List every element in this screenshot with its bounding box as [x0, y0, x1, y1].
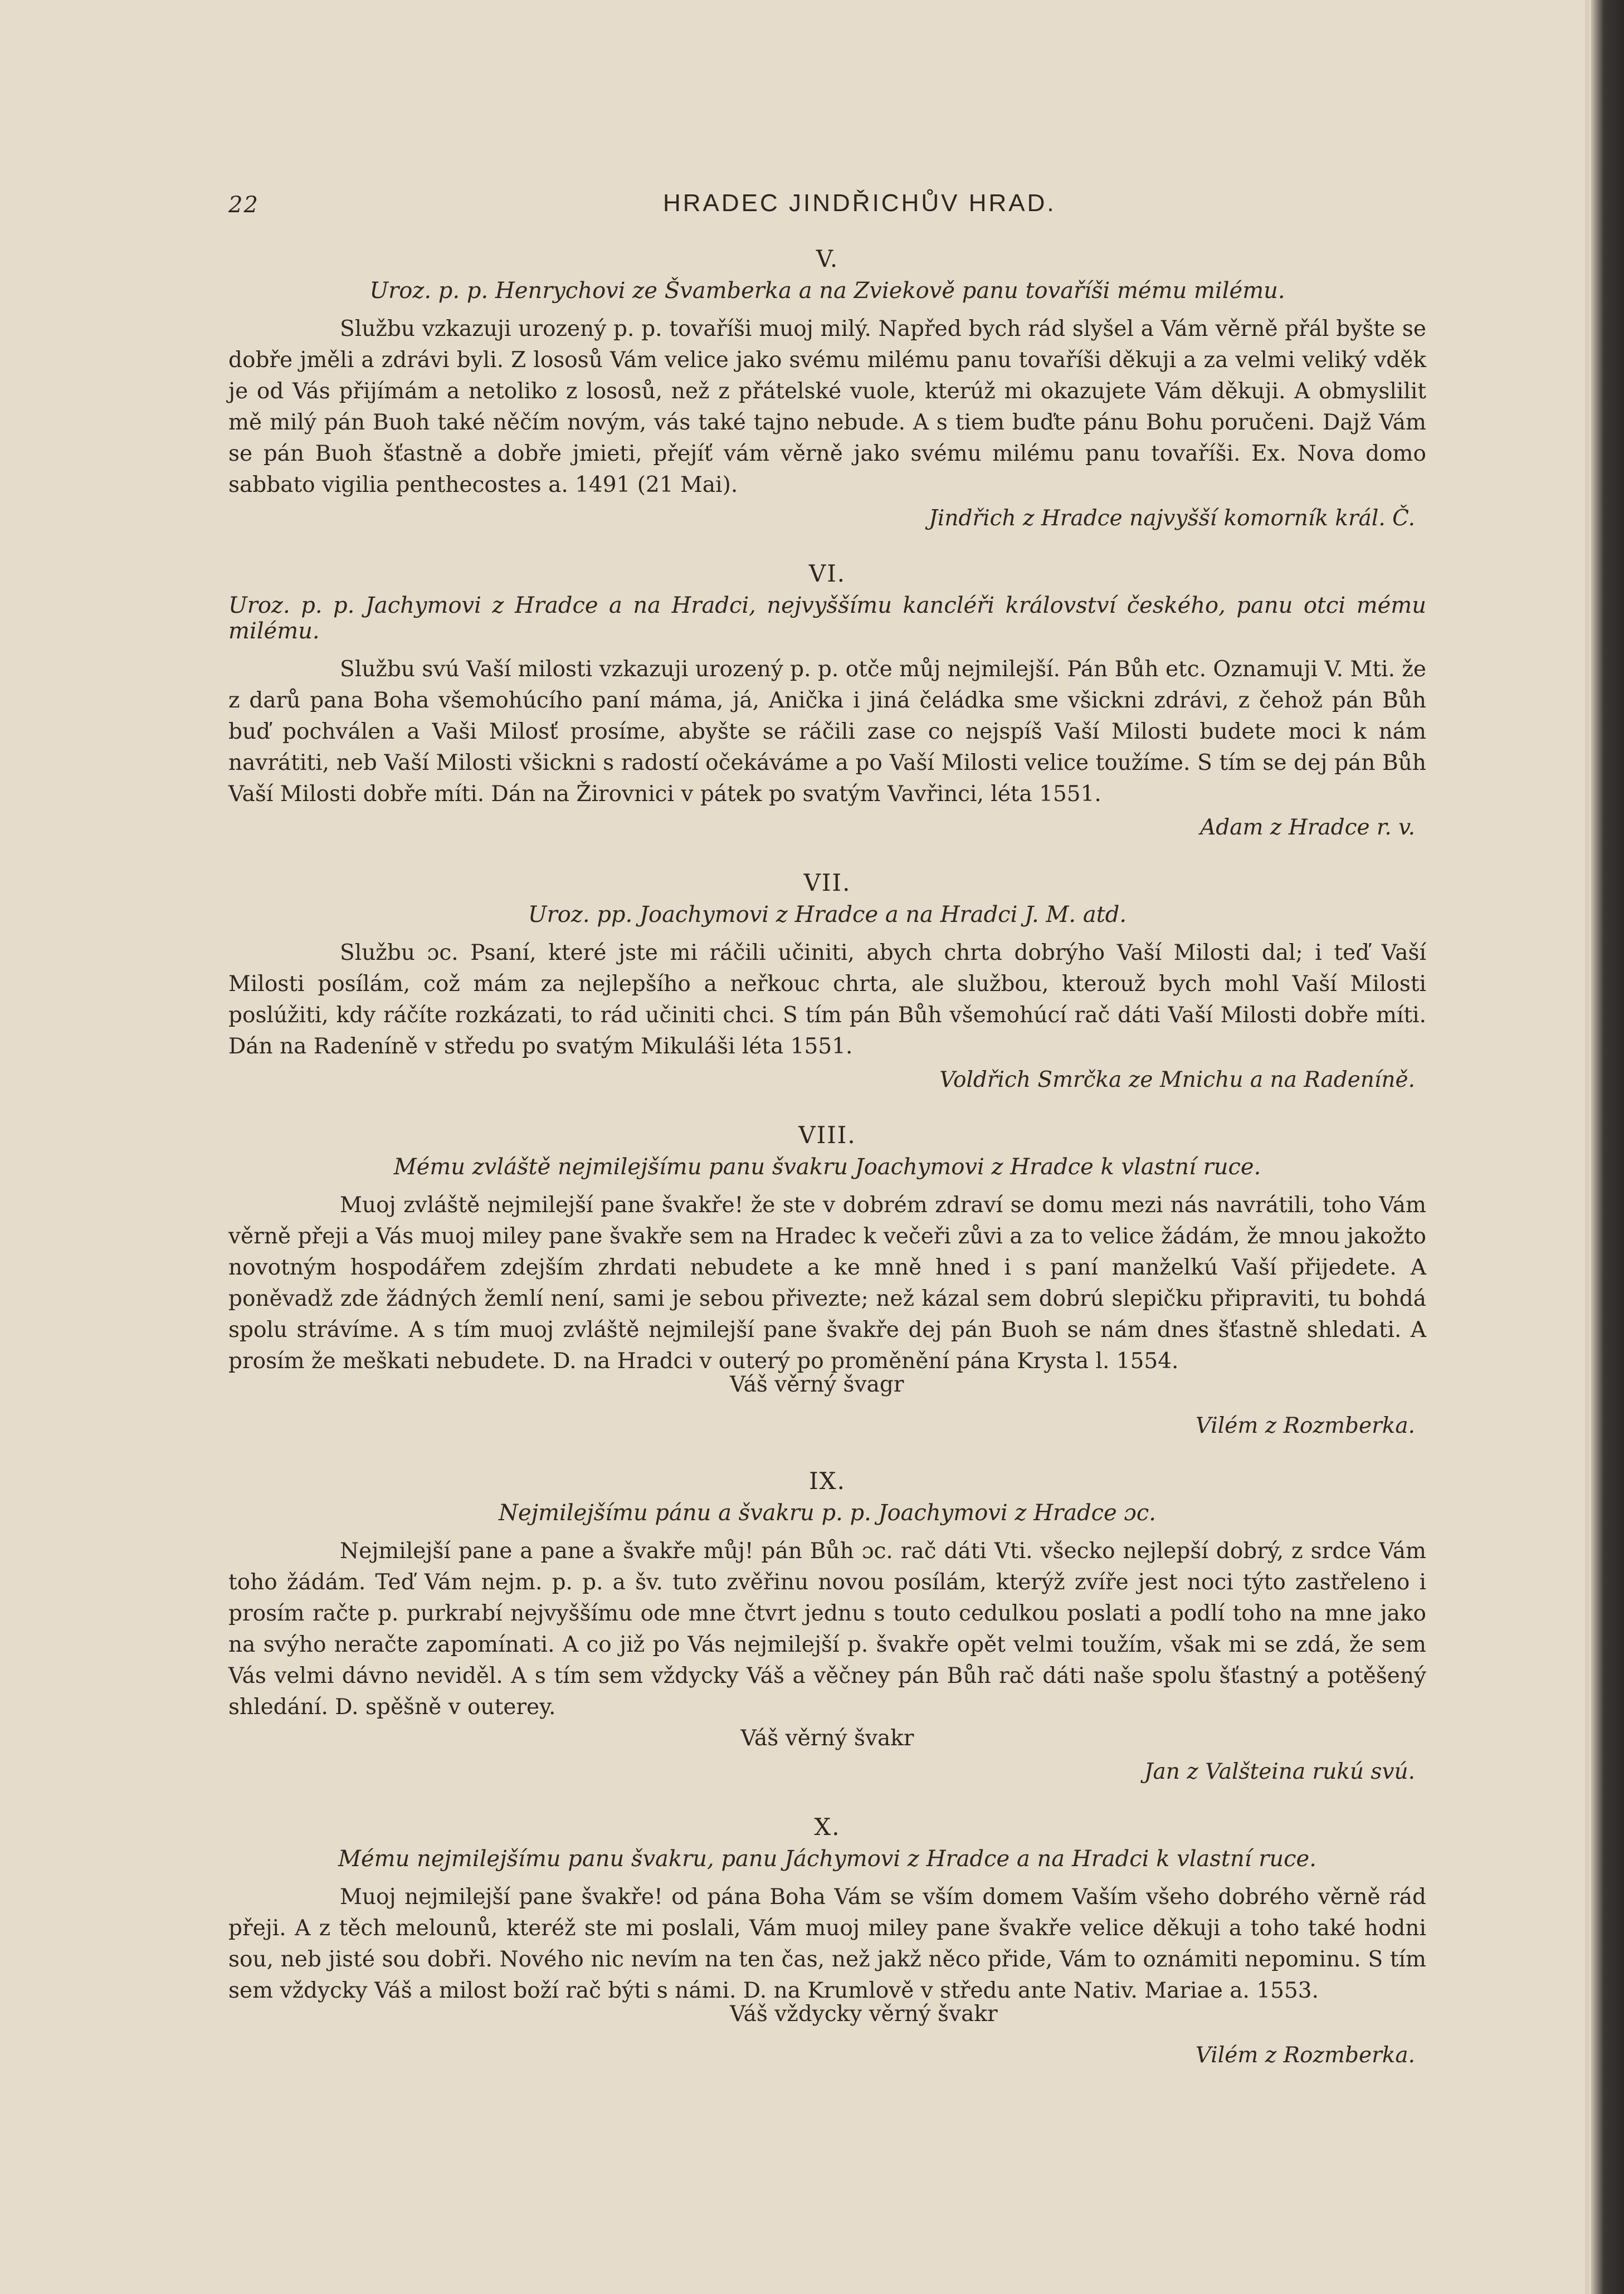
letter-number: VIII.: [798, 1121, 856, 1149]
letter-v: [228, 245, 1426, 535]
letter-signature: Jindřich z Hradce najvyšší komorník král. Č.: [929, 506, 1415, 531]
letter-body: Nejmilejší pane a pane a švakře můj! pán Bůh ɔc. rač dáti Vti. všecko nejlepší dobrý, z srdce Vám toho žádám. Teď Vám nejm. p. p. a šv. tuto zvěřinu novou posílám, kterýž zvíře jest noci týto zastřeleno i prosím račte p. purkrabí nejvyššímu ode mne čtvrt jednu s touto cedulkou poslati a podlí toho na mne jako na svýho neračte zapomínati. A co již po Vás nejmilejší p. švakře opět velmi toužím, však mi se zdá, že sem Vás velmi dávno neviděl. A s tím sem vždycky Váš a věčney pán Bůh rač dáti naše spolu šťastný a potěšený shledání. D. spěšně v outerey.: [228, 1539, 1426, 1720]
letter-signature: Vilém z Rozmberka.: [1195, 2043, 1415, 2068]
page-edge-shadow: [1591, 0, 1624, 2294]
letter-address: Mému nejmilejšímu panu švakru, panu Jáchymovi z Hradce a na Hradci k vlastní ruce.: [338, 1846, 1316, 1872]
letter-body: Muoj nejmilejší pane švakře! od pána Boha Vám se vším domem Vaším všeho dobrého věrně rád přeji. A z těch melounů, kteréž ste mi poslali, Vám muoj miley pane švakře velice děkuji a toho také hodni sou, neb jisté sou dobři. Nového nic nevím na ten čas, než jakž něco přide, Vám to oznámiti nepominu. S tím sem vždycky Váš a milost boží rač býti s námi. D. na Krumlově v středu ante Nativ. Mariae a. 1553.: [228, 1885, 1426, 2003]
letter-body: Muoj zvláště nejmilejší pane švakře! že ste v dobrém zdraví se domu mezi nás navrátili, toho Vám věrně přeji a Vás muoj miley pane švakře sem na Hradec k večeři zůvi a za to velice žádám, že mnou jakožto novotným hospodářem zdejším zhrdati nebudete a ke mně hned i s paní manželkú Vaší přijedete. A poněvadž zde žádných žemlí není, sami je sebou přivezte; než kázal sem dobrú slepičku připraviti, tu bohdá spolu strávíme. A s tím muoj zvláště nejmilejší pane švakře dej pán Buoh se nám dnes šťastně shledati. A prosím že meškati nebudete. D. na Hradci v outerý po proměnění pána Krysta l. 1554.: [228, 1193, 1426, 1374]
letter-signature: Jan z Valšteina rukú svú.: [1144, 1759, 1415, 1784]
letter-number: VII.: [803, 869, 851, 896]
letter-address: Uroz. p. p. Jachymovi z Hradce a na Hradci, nejvyššímu kancléři království českého, panu otci mému milému.: [228, 593, 1426, 644]
letter-closing: Váš vždycky věrný švakr: [730, 2002, 998, 2027]
letters-content: [228, 245, 1426, 2097]
letter-closing-row: [228, 1372, 1426, 1408]
letter-vii: [228, 869, 1426, 1097]
letter-address: Uroz. pp. Joachymovi z Hradce a na Hradci J. M. atd.: [528, 902, 1127, 928]
letter-address: Nejmilejšímu pánu a švakru p. p. Joachymovi z Hradce ɔc.: [499, 1500, 1156, 1526]
letter-closing: Váš věrný švagr: [730, 1372, 904, 1397]
letter-number: V.: [816, 245, 839, 272]
letter-number: IX.: [809, 1467, 846, 1495]
letter-address: Mému zvláště nejmilejšímu panu švakru Joachymovi z Hradce k vlastní ruce.: [393, 1154, 1261, 1180]
letter-ix: [228, 1467, 1426, 1789]
letter-number: VI.: [808, 560, 846, 587]
letter-body: Službu svú Vaší milosti vzkazuji urozený p. p. otče můj nejmilejší. Pán Bůh etc. Oznamuji V. Mti. že z darů pana Boha všemohúcího paní máma, já, Anička i jiná čeládka sme všickni zdrávi, z čehož pán Bůh buď pochválen a Vaši Milosť prosíme, abyšte se ráčili zase co nejspíš Vaší Milosti budete moci k nám navrátiti, neb Vaší Milosti všickni s radostí očekáváme a po Vaší Milosti velice toužíme. S tím se dej pán Bůh Vaší Milosti dobře míti. Dán na Žirovnici v pátek po svatým Vavřinci, léta 1551.: [228, 657, 1426, 807]
letter-signature: Vilém z Rozmberka.: [1195, 1413, 1415, 1438]
letter-viii: [228, 1121, 1426, 1443]
letter-signature: Voldřich Smrčka ze Mnichu a na Radeníně.: [939, 1067, 1415, 1092]
letter-closing-row: [228, 2002, 1426, 2038]
page-number: 22: [228, 192, 259, 218]
letter-body: Službu ɔc. Psaní, které jste mi ráčili učiniti, abych chrta dobrýho Vaší Milosti dal; i teď Vaší Milosti posílám, což mám za nejlepšího a neřkouc chrta, ale službou, kterouž bych mohl Vaší Milosti poslúžiti, kdy ráčíte rozkázati, to rád učiniti chci. S tím pán Bůh všemohúcí rač dáti Vaší Milosti dobře míti. Dán na Radeníně v středu po svatým Mikuláši léta 1551.: [228, 940, 1426, 1059]
page-edge-line: [1585, 0, 1589, 2294]
letter-vi: [228, 560, 1426, 845]
letter-signature: Adam z Hradce r. v.: [1200, 815, 1415, 840]
letter-x: [228, 1813, 1426, 2072]
letter-number: X.: [814, 1813, 841, 1841]
letter-body: Službu vzkazuji urozený p. p. tovaříši muoj milý. Napřed bych rád slyšel a Vám věrně přál byšte se dobře jměli a zdrávi byli. Z lososů Vám velice jako svému milému panu tovaříši děkuji a za velmi veliký vděk je od Vás přijímám a netoliko z lososů, než z přátelské vuole, kterúž mi okazujete Vám děkuji. A obmyslilit mě milý pán Buoh také něčím novým, vás také tajno nebude. A s tiem buďte pánu Bohu poručeni. Dajž Vám se pán Buoh šťastně a dobře jmieti, přejíť vám věrně jako svému milému panu tovaříši. Ex. Nova domo sabbato vigilia penthecostes a. 1491 (21 Mai).: [228, 316, 1426, 497]
letter-closing: Váš věrný švakr: [740, 1726, 914, 1751]
letter-address: Uroz. p. p. Henrychovi ze Švamberka a na Zviekově panu tovaříši mému milému.: [369, 278, 1285, 304]
running-head: HRADEC JINDŘICHŮV HRAD.: [663, 189, 1056, 217]
